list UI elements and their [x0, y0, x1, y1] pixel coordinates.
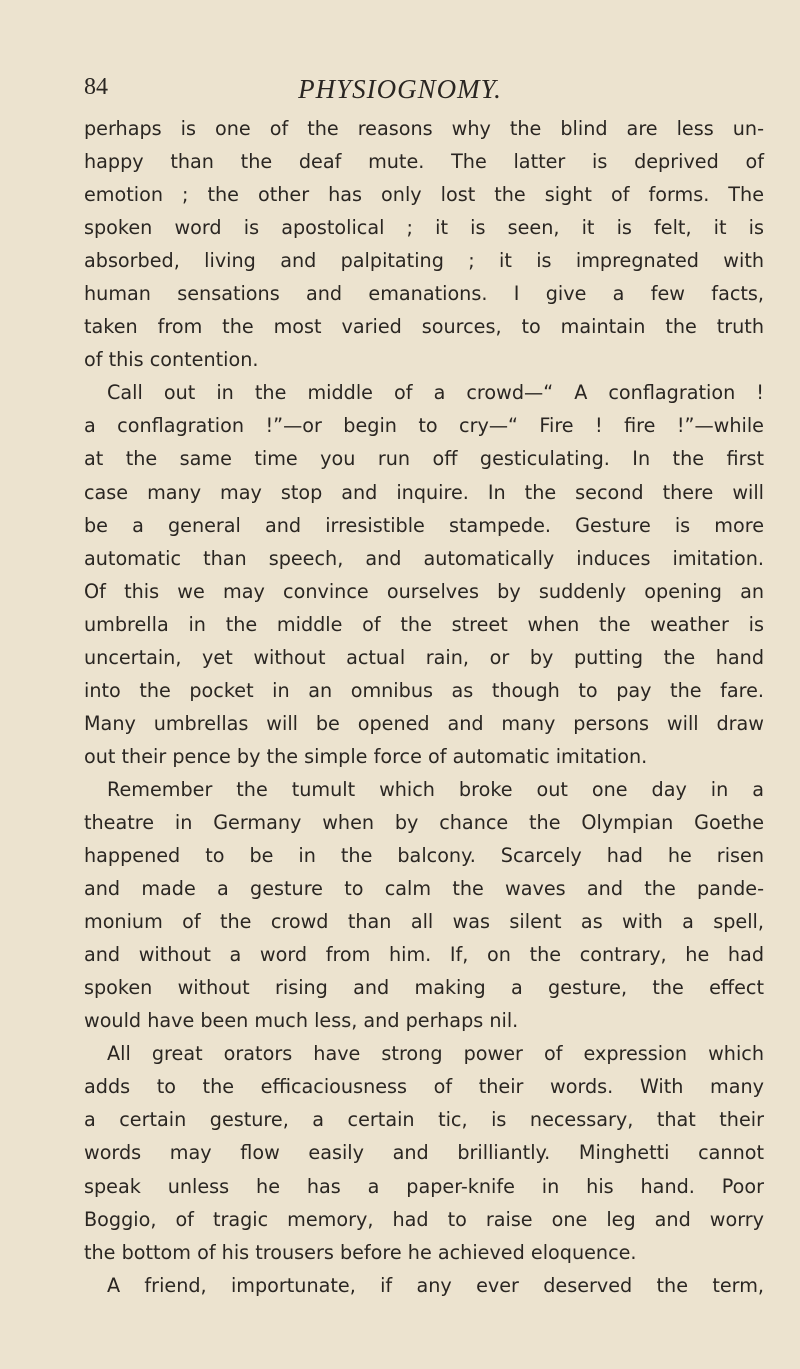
text-line: be a general and irresistible stampede. Gesture is more [84, 513, 764, 537]
text-line: would have been much less, and perhaps nil. [84, 1009, 519, 1033]
text-line: into the pocket in an omnibus as though to pay the fare. [84, 678, 764, 702]
text-line: spoken word is apostolical ; it is seen, it is felt, it is [84, 216, 764, 240]
text-line: absorbed, living and palpitating ; it is impregnated with [84, 249, 764, 273]
text-line: human sensations and emanations. I give a few facts, [84, 282, 764, 306]
text-line: perhaps is one of the reasons why the blind are less un- [84, 117, 764, 140]
text-line: and made a gesture to calm the waves and the pande- [84, 877, 764, 901]
text-line: Many umbrellas will be opened and many persons will draw [84, 711, 764, 735]
text-line: case many may stop and inquire. In the second there will [84, 480, 764, 504]
text-line: uncertain, yet without actual rain, or by putting the hand [84, 645, 764, 669]
body-text [84, 112, 764, 1302]
text-line: happened to be in the balcony. Scarcely had he risen [84, 844, 764, 868]
text-line: speak unless he has a paper-knife in his hand. Poor [84, 1174, 764, 1198]
text-line: automatic than speech, and automatically induces imitation. [84, 546, 764, 570]
text-line: monium of the crowd than all was silent as with a spell, [84, 910, 764, 934]
text-line: Call out in the middle of a crowd—“ A conflagration ! [107, 381, 764, 405]
text-line: a conflagration !”—or begin to cry—“ Fire ! fire !”—while [84, 414, 764, 438]
page-header [84, 74, 716, 108]
text-line: All great orators have strong power of expression which [107, 1042, 764, 1066]
text-line: and without a word from him. If, on the contrary, he had [84, 943, 764, 967]
text-line: adds to the efficaciousness of their words. With many [84, 1075, 764, 1099]
text-line: taken from the most varied sources, to maintain the truth [84, 315, 764, 339]
text-line: a certain gesture, a certain tic, is necessary, that their [84, 1108, 764, 1132]
text-line: out their pence by the simple force of automatic imitation. [84, 744, 648, 768]
text-line: words may flow easily and brilliantly. Minghetti cannot [84, 1141, 764, 1165]
text-line: at the same time you run off gesticulating. In the first [84, 447, 764, 471]
page-number: 84 [84, 74, 108, 100]
text-line: Boggio, of tragic memory, had to raise one leg and worry [84, 1207, 764, 1231]
running-head: PHYSIOGNOMY. [298, 74, 502, 104]
text-line: happy than the deaf mute. The latter is deprived of [84, 150, 764, 174]
text-line: theatre in Germany when by chance the Olympian Goethe [84, 810, 764, 834]
text-line: A friend, importunate, if any ever deserved the term, [107, 1273, 764, 1297]
text-line: of this contention. [84, 348, 259, 372]
text-line: the bottom of his trousers before he achieved eloquence. [84, 1240, 637, 1264]
text-line: Of this we may convince ourselves by suddenly opening an [84, 579, 764, 603]
text-line: spoken without rising and making a gesture, the effect [84, 976, 764, 1000]
text-line: emotion ; the other has only lost the sight of forms. The [84, 183, 764, 207]
text-line: Remember the tumult which broke out one day in a [107, 777, 764, 801]
text-line: umbrella in the middle of the street when the weather is [84, 612, 764, 636]
